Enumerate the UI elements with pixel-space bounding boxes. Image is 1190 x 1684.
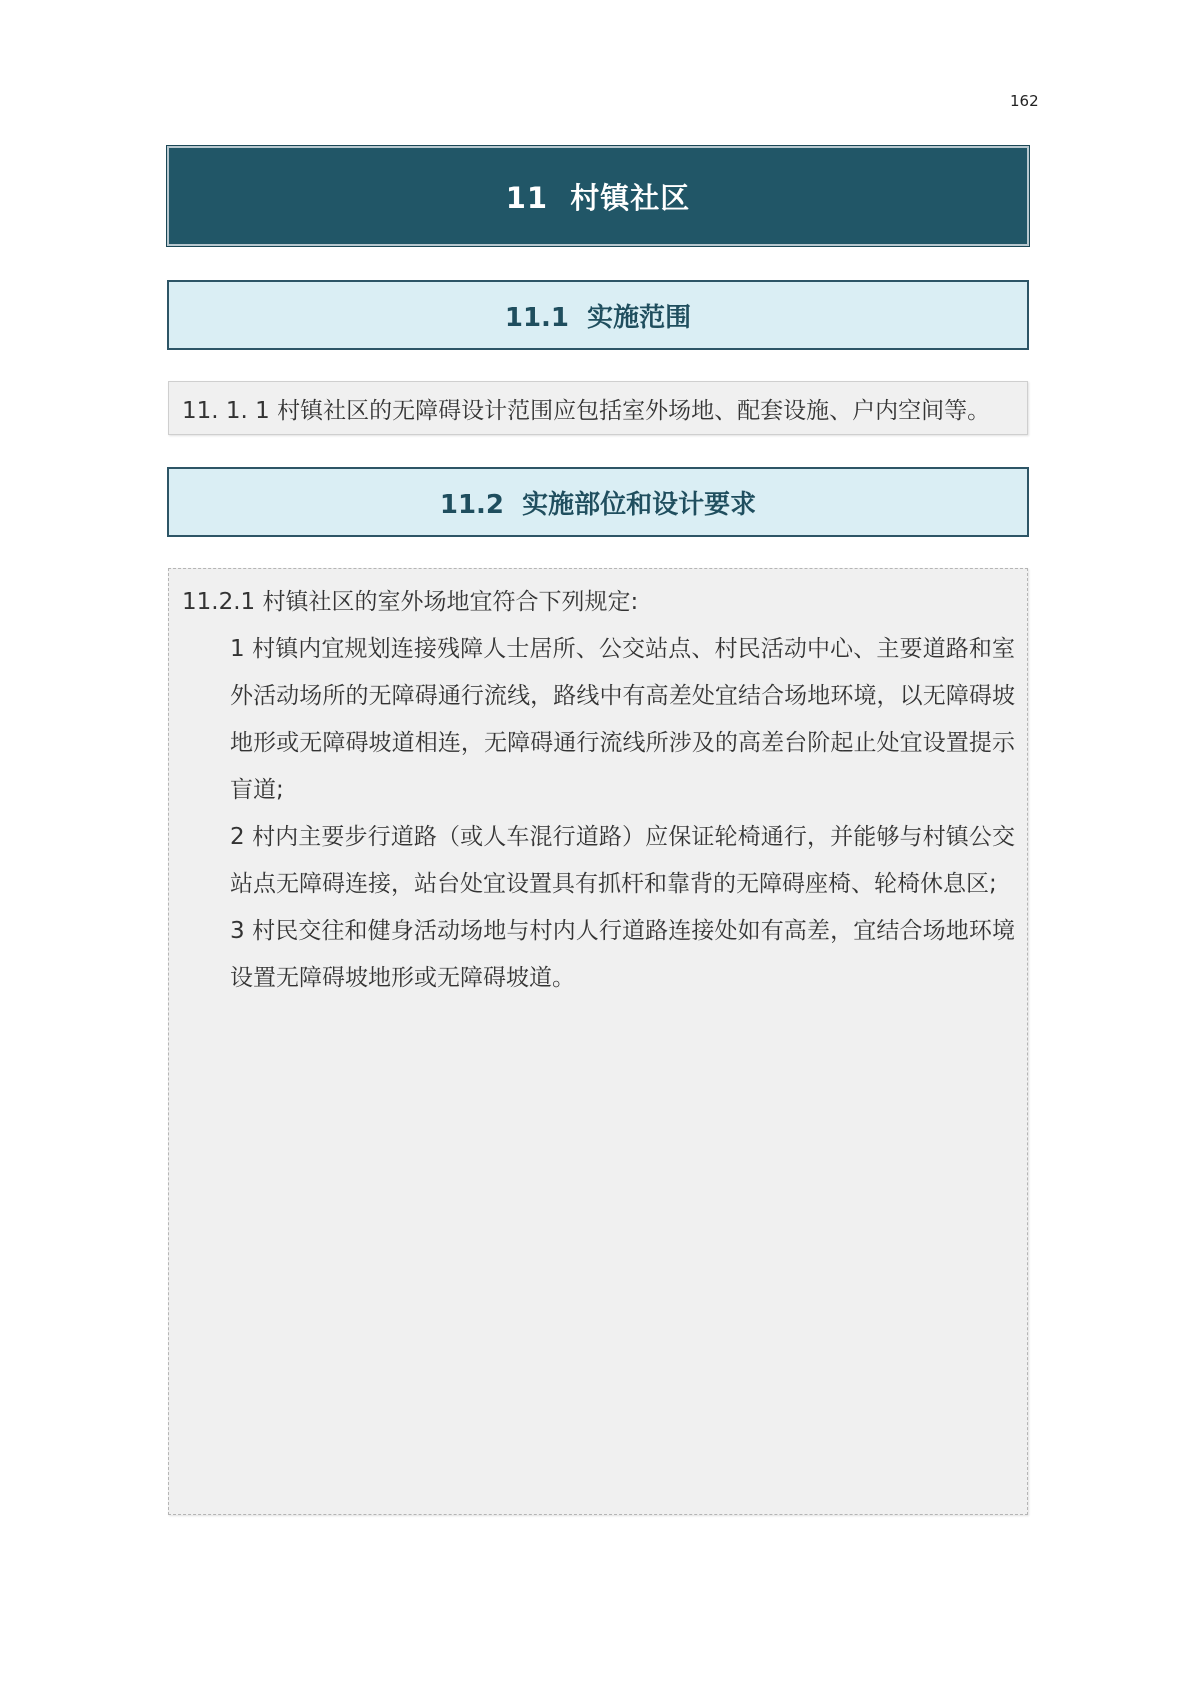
clause-text: 11. 1. 1 村镇社区的无障碍设计范围应包括室外场地、配套设施、户内空间等。 <box>182 397 991 424</box>
section-title: 11.2 实施部位和设计要求 <box>439 489 757 520</box>
page-number: 162 <box>1010 92 1039 110</box>
section-title: 11.1 实施范围 <box>504 302 692 333</box>
section-title-banner <box>167 280 1029 350</box>
chapter-title-banner <box>167 146 1029 246</box>
clause-item: 3 村民交往和健身活动场地与村内人行道路连接处如有高差，宜结合场地环境设置无障碍坡地形或无障碍坡道。 <box>230 918 1015 991</box>
clause-box <box>168 568 1028 1515</box>
clause-item: 1 村镇内宜规划连接残障人士居所、公交站点、村民活动中心、主要道路和室外活动场所的无障碍通行流线，路线中有高差处宜结合场地环境，以无障碍坡地形或无障碍坡道相连，无障碍通行流线所涉及的高差台阶起止处宜设置提示盲道; <box>230 636 1015 803</box>
clause-text: 11.2.1 村镇社区的室外场地宜符合下列规定: <box>182 589 639 615</box>
section-title-banner <box>167 467 1029 537</box>
clause-box <box>168 381 1028 435</box>
clause-item: 2 村内主要步行道路（或人车混行道路）应保证轮椅通行，并能够与村镇公交站点无障碍连接，站台处宜设置具有抓杆和靠背的无障碍座椅、轮椅休息区; <box>230 824 1015 897</box>
chapter-title: 11 村镇社区 <box>505 180 691 215</box>
